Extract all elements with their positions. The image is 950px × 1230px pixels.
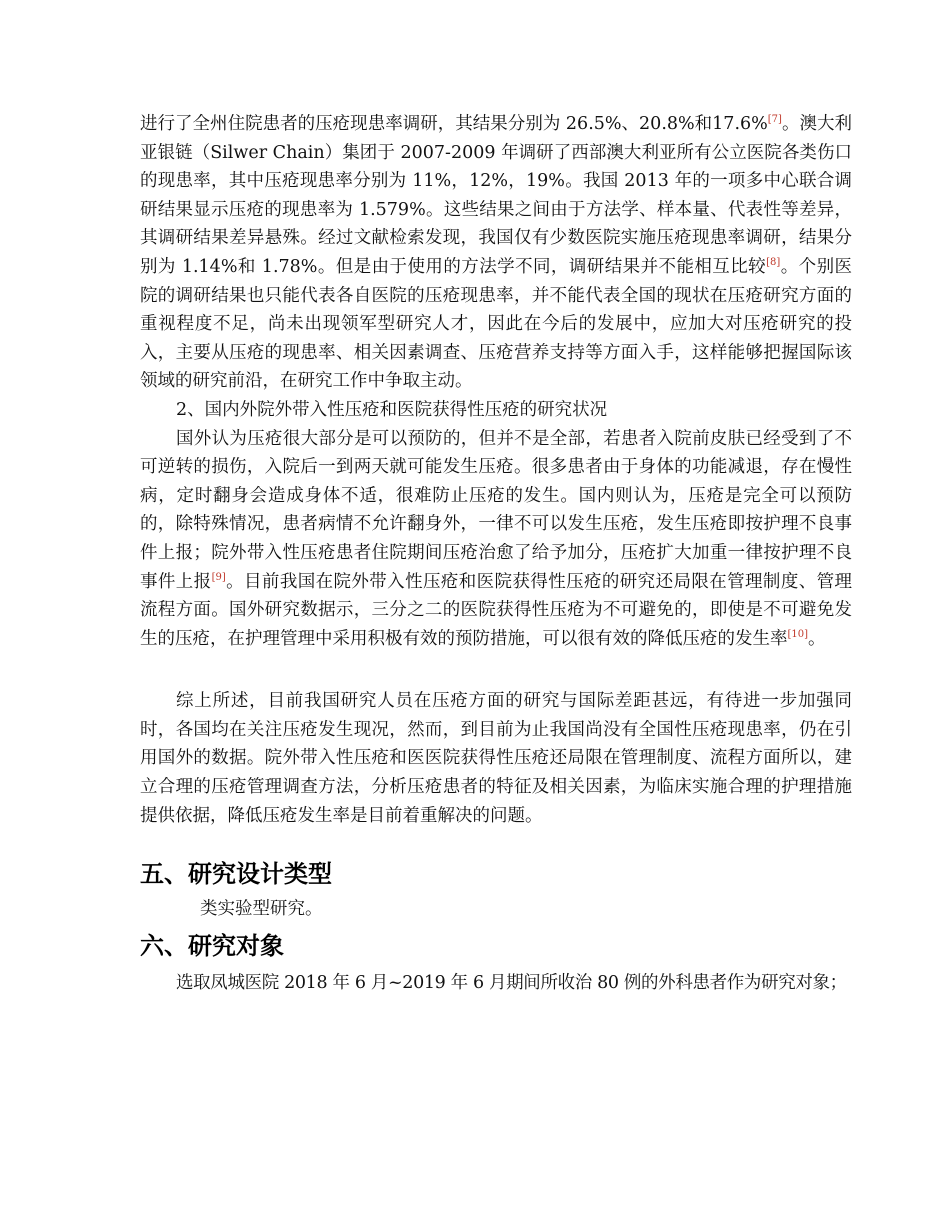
study-subjects-text: 选取凤城医院 2018 年 6 月~2019 年 6 月期间所收治 80 例的外科患者作为研究对象； (176, 973, 847, 994)
study-design-text: 类实验型研究。 (200, 899, 323, 920)
paragraph-text: 。目前我国在院外带入性压疮和医院获得性压疮的研究还局限在管理制度、管理流程方面。国外研究数据示，三分之二的医院获得性压疮为不可避免的，即使是不可避免发生的压疮，在护理管理中采用积极有效的预防措施，可以很有效的降低压疮的发生率 (140, 571, 853, 649)
paragraph-domestic-foreign (140, 425, 852, 654)
heading-study-design: 五、研究设计类型 (140, 860, 332, 889)
citation-7[interactable]: [7] (767, 114, 782, 126)
citation-10[interactable]: [10] (787, 628, 809, 640)
paragraph-spacer (140, 653, 852, 687)
paragraph-prevalence-survey (140, 110, 852, 396)
subheading-research-status: 2、国内外院外带入性压疮和医院获得性压疮的研究状况 (176, 399, 608, 420)
paragraph-text: 进行了全州住院患者的压疮现患率调研，其结果分别为 26.5%、20.8%和17.6% (140, 114, 768, 134)
paragraph-text: 。澳大利亚银链（Silwer Chain）集团于 2007-2009 年调研了西部澳大利亚所有公立医院各类伤口的现患率，其中压疮现患率分别为 11%，12%，19%。我国 2013 年的一项多中心联合调研结果显示压疮的现患率为 1.579%。这些结果之间由于方法学、样本量、代表性等差异，其调研结果差异悬殊。经过文献检索发现，我国仅有少数医院实施压疮现患率调研，结果分别为 1.14%和 1.78%。但是由于使用的方法学不同，调研结果并不能相互比较 (140, 114, 853, 277)
citation-8[interactable]: [8] (766, 257, 781, 269)
paragraph-text: 。 (808, 628, 826, 649)
paragraph-text: 。个别医院的调研结果也只能代表各自医院的压疮现患率，并不能代表全国的现状在压疮研究方面的重视程度不足，尚未出现领军型研究人才，因此在今后的发展中，应加大对压疮研究的投入，主要从压疮的现患率、相关因素调查、压疮营养支持等方面入手，这样能够把握国际该领域的研究前沿，在研究工作中争取主动。 (140, 256, 853, 392)
citation-9[interactable]: [9] (211, 571, 226, 583)
paragraph-text: 国外认为压疮很大部分是可以预防的，但并不是全部，若患者入院前皮肤已经受到了不可逆转的损伤，入院后一到两天就可能发生压疮。很多患者由于身体的功能减退，存在慢性病，定时翻身会造成身体不适，很难防止压疮的发生。国内则认为，压疮是完全可以预防的，除特殊情况，患者病情不允许翻身外，一律不可以发生压疮，发生压疮即按护理不良事件上报；院外带入性压疮患者住院期间压疮治愈了给予加分，压疮扩大加重一律按护理不良事件上报 (140, 428, 852, 592)
paragraph-summary: 综上所述，目前我国研究人员在压疮方面的研究与国际差距甚远，有待进一步加强同时，各国均在关注压疮发生现况，然而，到目前为止我国尚没有全国性压疮现患率，仍在引用国外的数据。院外带入性压疮和医医院获得性压疮还局限在管理制度、流程方面所以，建立合理的压疮管理调查方法，分析压疮患者的特征及相关因素，为临床实施合理的护理措施提供依据，降低压疮发生率是目前着重解决的问题。 (140, 691, 852, 826)
document-page (140, 110, 852, 998)
heading-study-subjects: 六、研究对象 (140, 932, 284, 961)
